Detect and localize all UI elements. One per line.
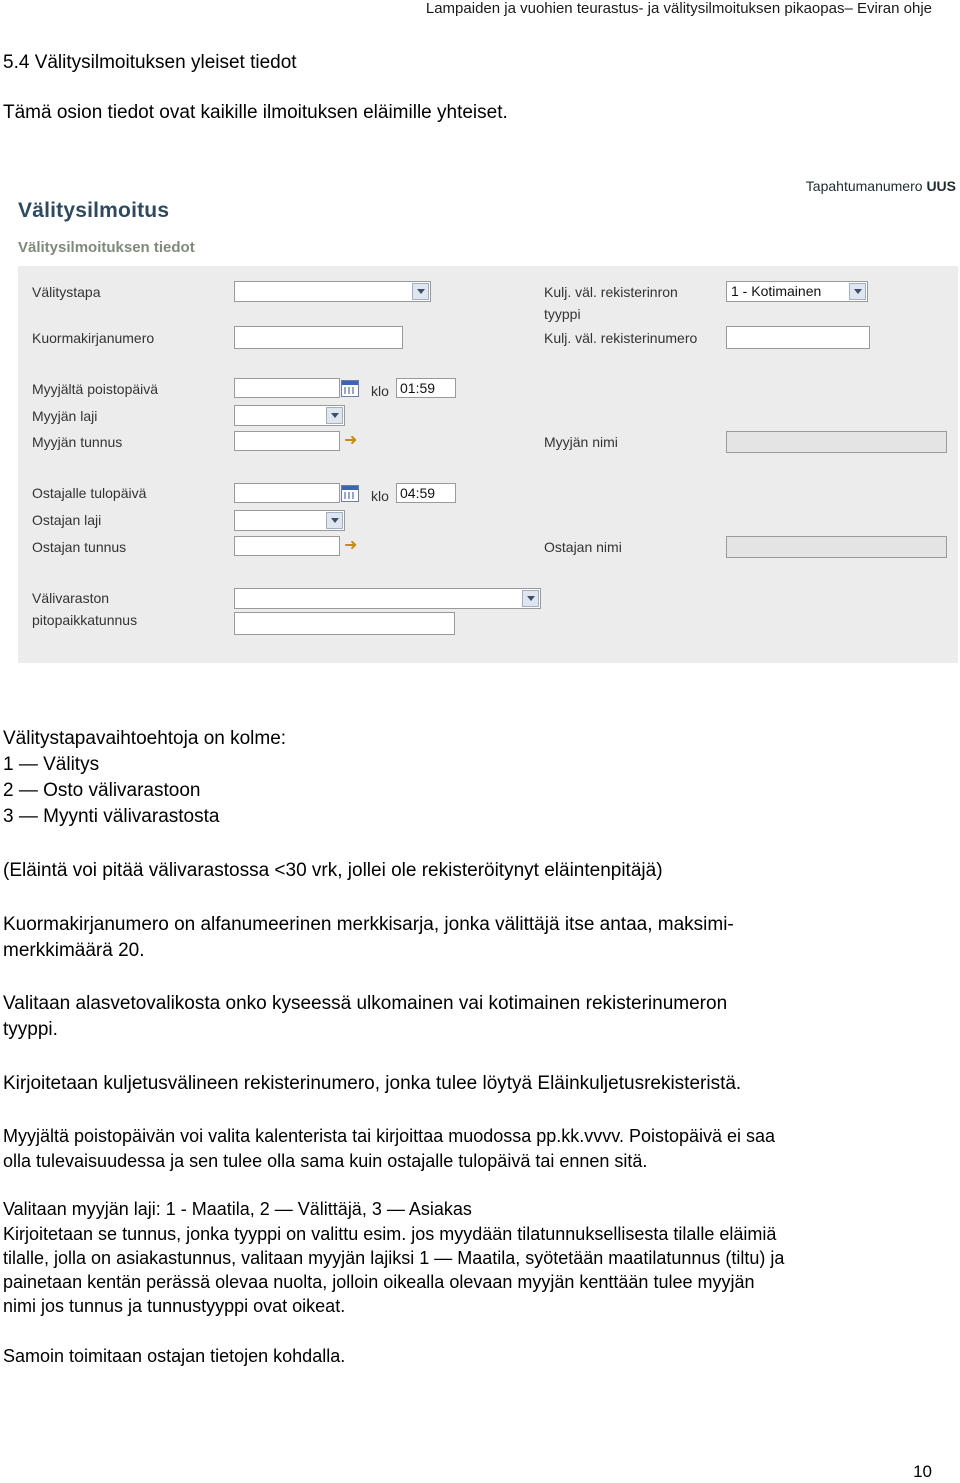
form-screenshot [18,175,958,665]
chevron-down-icon [412,283,429,300]
calendar-icon[interactable] [341,485,359,502]
rek-numero-input[interactable] [726,326,870,349]
fetch-arrow-icon[interactable]: ➜ [344,537,358,554]
para-6-line-2: tilalle, jolla on asiakastunnus, valitaan myyjän lajiksi 1 — Maatila, syötetään maatilatunnus (tiltu) ja [3,1248,785,1268]
label-varasto-1: Välivaraston [32,590,110,606]
myyja-pv-input[interactable] [234,378,340,398]
ostaja-pv-input[interactable] [234,483,340,503]
ostaja-nimi-field [726,536,947,558]
para-1-line-2: merkkimäärä 20. [3,940,145,961]
label-myyja-pv: Myyjältä poistopäivä [32,381,159,397]
para-6-line-1: Kirjoitetaan se tunnus, jonka tyyppi on valittu esim. jos myydään tilatunnuksellisesta tilalle eläimiä [3,1224,777,1244]
label-ostaja-laji: Ostajan laji [32,512,102,528]
option-3: 3 — Myynti välivarastosta [3,806,220,827]
running-header: Lampaiden ja vuohien teurastus- ja välitysilmoituksen pikaopas– Eviran ohje [425,0,932,17]
form-title: Välitysilmoitus [18,199,170,222]
label-myyja-tunnus: Myyjän tunnus [32,434,123,450]
label-klo: klo [371,383,389,399]
form-subtitle: Välitysilmoituksen tiedot [18,239,195,256]
option-1: 1 — Välitys [3,754,100,775]
event-number [806,178,956,194]
kuormakirja-input[interactable] [234,326,403,349]
intro-text: Tämä osion tiedot ovat kaikille ilmoituksen eläimille yhteiset. [3,102,508,123]
label-ostaja-tunnus: Ostajan tunnus [32,539,127,555]
chevron-down-icon [326,512,343,529]
rek-tyyppi-select[interactable] [726,281,868,302]
para-7: Samoin toimitaan ostajan tietojen kohdalla. [3,1346,346,1366]
label-valitystapa: Välitystapa [32,284,101,300]
event-number-value: UUS [926,178,956,194]
event-number-label: Tapahtumanumero [805,178,923,194]
chevron-down-icon [326,407,343,424]
page-number: 10 [913,1462,932,1481]
options-title: Välitystapavaihtoehtoja on kolme: [3,728,287,749]
ostaja-laji-select[interactable] [234,510,345,531]
fetch-arrow-icon[interactable]: ➜ [344,432,358,449]
para-4-line-1: Myyjältä poistopäivän voi valita kalenterista tai kirjoittaa muodossa pp.kk.vvvv. Poistopäivä ei saa [3,1126,776,1146]
label-varasto-2: pitopaikkatunnus [32,612,138,628]
option-2: 2 — Osto välivarastoon [3,780,201,801]
para-6-line-4: nimi jos tunnus ja tunnustyyppi ovat oikeat. [3,1296,346,1316]
para-6-line-3: painetaan kentän perässä olevaa nuolta, jolloin oikealla olevaan myyjän kenttään tulee myyjän [3,1272,755,1292]
chevron-down-icon [849,283,866,300]
myyja-nimi-field [726,431,947,453]
para-2-line-2: tyyppi. [3,1019,58,1040]
para-4-line-2: olla tulevaisuudessa ja sen tulee olla sama kuin ostajalle tulopäivä tai ennen sitä. [3,1151,648,1171]
label-klo: klo [371,488,389,504]
para-3: Kirjoitetaan kuljetusvälineen rekisterinumero, jonka tulee löytyä Eläinkuljetusrekisteristä. [3,1073,742,1094]
label-rek-tyyppi-1: Kulj. väl. rekisterinron [544,284,678,300]
label-kuormakirja: Kuormakirjanumero [32,330,155,346]
calendar-icon[interactable] [341,380,359,397]
myyja-laji-select[interactable] [234,405,345,426]
myyja-klo-input[interactable]: 01:59 [396,378,456,398]
valitystapa-select[interactable] [234,281,431,302]
section-heading: 5.4 Välitysilmoituksen yleiset tiedot [3,52,297,73]
label-rek-tyyppi-2: tyyppi [544,306,581,322]
label-ostaja-nimi: Ostajan nimi [544,539,622,555]
ostaja-tunnus-input[interactable] [234,536,340,556]
para-2-line-1: Valitaan alasvetovalikosta onko kyseessä ulkomainen vai kotimainen rekisterinumeron [3,993,728,1014]
myyja-tunnus-input[interactable] [234,431,340,451]
label-rek-numero: Kulj. väl. rekisterinumero [544,330,698,346]
para-5: Valitaan myyjän laji: 1 - Maatila, 2 — Välittäjä, 3 — Asiakas [3,1199,472,1219]
chevron-down-icon [522,590,539,607]
note-text: (Eläintä voi pitää välivarastossa <30 vrk, jollei ole rekisteröitynyt eläintenpitäjä) [3,860,663,881]
varasto-input[interactable] [234,612,455,635]
label-myyja-nimi: Myyjän nimi [544,434,618,450]
rek-tyyppi-value: 1 - Kotimainen [731,283,822,299]
varasto-select[interactable] [234,588,541,609]
form-panel [18,266,958,663]
label-ostaja-pv: Ostajalle tulopäivä [32,485,147,501]
para-1-line-1: Kuormakirjanumero on alfanumeerinen merkkisarja, jonka välittäjä itse antaa, maksimi- [3,914,734,935]
label-myyja-laji: Myyjän laji [32,408,98,424]
ostaja-klo-input[interactable]: 04:59 [396,483,456,503]
